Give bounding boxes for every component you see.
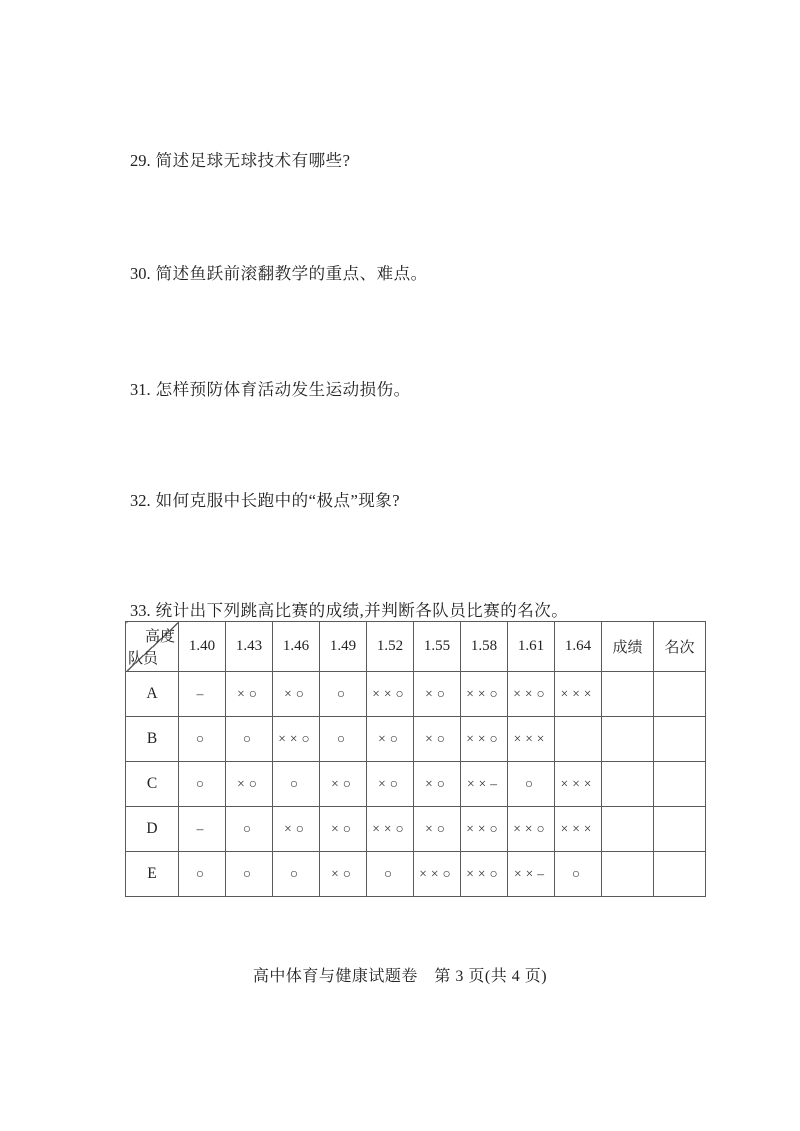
result-cell: ×○ [226,762,273,807]
page-footer: 高中体育与健康试题卷 第 3 页(共 4 页) [252,968,548,985]
question-29-number: 29. [130,151,151,170]
team-label: E [126,852,179,897]
column-header-1-61: 1.61 [508,622,555,672]
result-cell: ×○ [273,807,320,852]
result-cell: ○ [320,672,367,717]
table-row-d [126,807,706,852]
column-header-1-55: 1.55 [414,622,461,672]
team-label: A [126,672,179,717]
score-cell [602,717,654,762]
result-cell: ○ [273,762,320,807]
result-cell: ××○ [367,807,414,852]
result-cell: ××○ [461,717,508,762]
question-32 [130,487,400,511]
result-cell: ×○ [414,762,461,807]
result-cell: ○ [226,717,273,762]
rank-cell [654,672,706,717]
question-31-text: 怎样预防体育活动发生运动损伤。 [155,380,411,399]
result-cell: ○ [508,762,555,807]
question-33 [130,597,568,621]
column-header-1-52: 1.52 [367,622,414,672]
result-cell: ××○ [414,852,461,897]
result-cell: ×○ [367,717,414,762]
table-corner-cell [126,622,179,672]
result-cell: ××○ [508,672,555,717]
result-cell: ××× [508,717,555,762]
table-header-row [126,622,706,672]
result-cell: ××– [461,762,508,807]
column-header-score: 成绩 [602,622,654,672]
result-cell: ××× [555,672,602,717]
result-cell: ○ [555,852,602,897]
rank-cell [654,852,706,897]
team-label: C [126,762,179,807]
result-cell: ××○ [367,672,414,717]
result-cell: ××○ [273,717,320,762]
table-row-c [126,762,706,807]
column-header-1-43: 1.43 [226,622,273,672]
result-cell: ××× [555,762,602,807]
question-32-text: 如何克服中长跑中的“极点”现象? [155,491,401,510]
result-cell: ○ [179,762,226,807]
result-cell: ×○ [367,762,414,807]
question-29 [130,147,350,171]
team-label: D [126,807,179,852]
result-cell: ××○ [508,807,555,852]
column-header-1-46: 1.46 [273,622,320,672]
question-32-number: 32. [130,491,151,510]
result-cell: ××○ [461,807,508,852]
result-cell: ××× [555,807,602,852]
table-row-b [126,717,706,762]
result-cell: ××○ [461,852,508,897]
corner-label-height: 高度 [144,629,175,645]
result-cell: – [179,672,226,717]
table-row-a [126,672,706,717]
score-cell [602,762,654,807]
question-30 [130,260,428,284]
team-label: B [126,717,179,762]
result-cell: ○ [226,852,273,897]
result-cell: ×○ [414,807,461,852]
result-cell: ○ [367,852,414,897]
result-cell: ××– [508,852,555,897]
column-header-1-40: 1.40 [179,622,226,672]
rank-cell [654,807,706,852]
result-cell: ○ [179,717,226,762]
question-33-text: 统计出下列跳高比赛的成绩,并判断各队员比赛的名次。 [155,601,569,620]
question-31 [130,376,411,400]
rank-cell [654,762,706,807]
result-cell: ×○ [320,852,367,897]
column-header-rank: 名次 [654,622,706,672]
result-cell: ××○ [461,672,508,717]
score-cell [602,852,654,897]
result-cell: ×○ [414,672,461,717]
result-cell: ○ [226,807,273,852]
high-jump-results-table [125,621,706,897]
corner-label-team: 队员 [128,651,159,667]
score-cell [602,807,654,852]
question-33-number: 33. [130,601,151,620]
question-31-number: 31. [130,380,151,399]
question-30-number: 30. [130,264,151,283]
score-cell [602,672,654,717]
result-cell [555,717,602,762]
question-30-text: 简述鱼跃前滚翻教学的重点、难点。 [155,264,428,283]
result-cell: ○ [273,852,320,897]
question-29-text: 简述足球无球技术有哪些? [155,151,351,170]
column-header-1-64: 1.64 [555,622,602,672]
rank-cell [654,717,706,762]
result-cell: – [179,807,226,852]
result-cell: ○ [179,852,226,897]
result-cell: ×○ [226,672,273,717]
result-cell: ×○ [273,672,320,717]
result-cell: ○ [320,717,367,762]
result-cell: ×○ [320,807,367,852]
result-cell: ×○ [414,717,461,762]
column-header-1-49: 1.49 [320,622,367,672]
result-cell: ×○ [320,762,367,807]
column-header-1-58: 1.58 [461,622,508,672]
table-row-e [126,852,706,897]
